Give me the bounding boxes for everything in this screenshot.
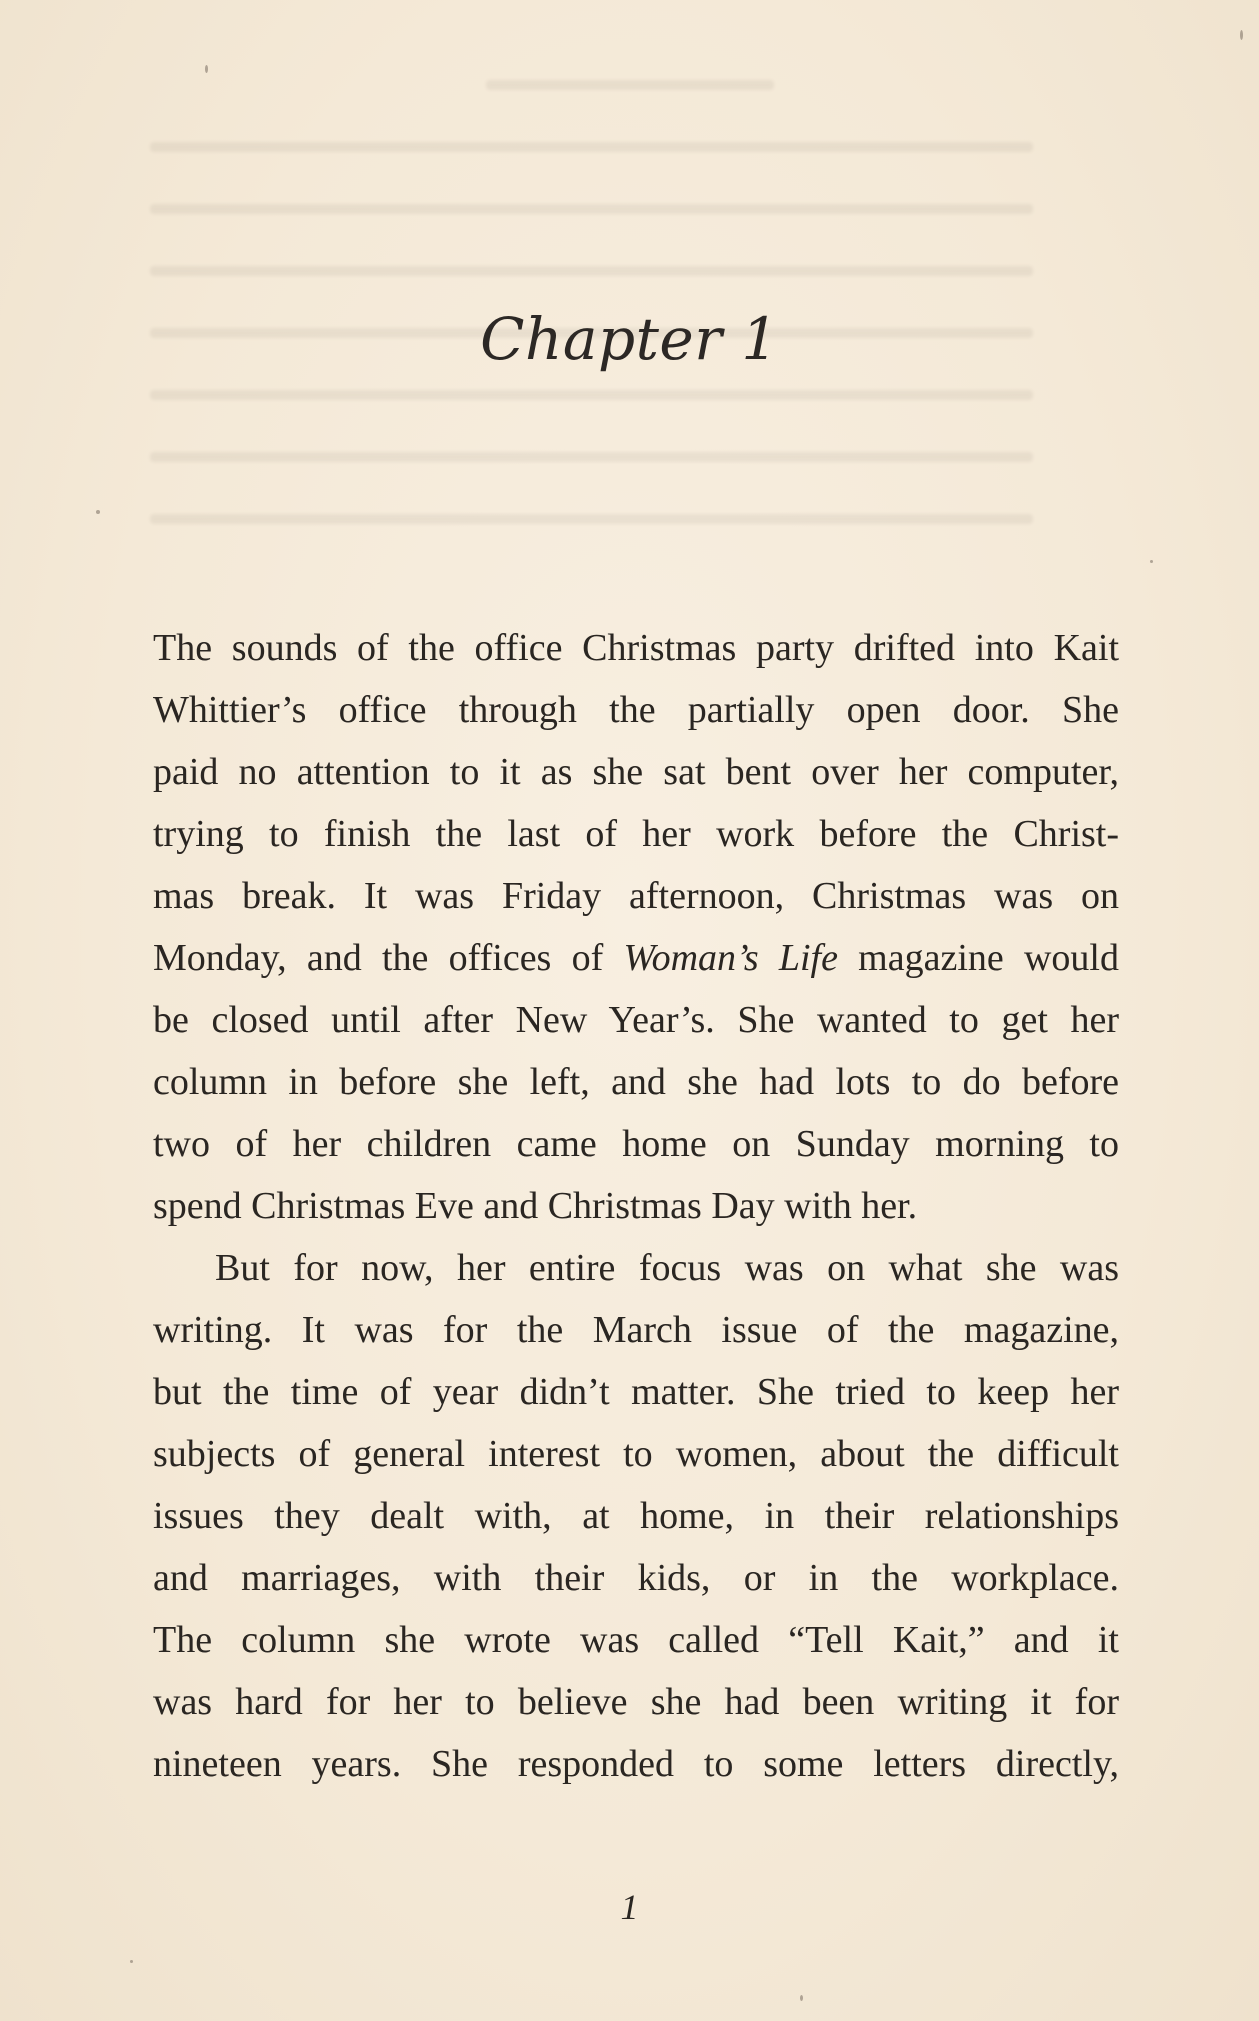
paragraph-1 bbox=[153, 617, 1119, 1237]
text-line: but the time of year didn’t matter. She tried to keep her bbox=[153, 1371, 1119, 1413]
text-line: mas break. It was Friday afternoon, Christmas was on bbox=[153, 875, 1119, 917]
chapter-title: Chapter 1 bbox=[480, 305, 779, 373]
text-line bbox=[153, 927, 1119, 989]
text-run: Monday, and the offices of bbox=[153, 937, 624, 979]
text-line: subjects of general interest to women, about the difficult bbox=[153, 1433, 1119, 1475]
text-line: writing. It was for the March issue of the magazine, bbox=[153, 1309, 1119, 1351]
paper-speck bbox=[800, 1995, 803, 2001]
text-line: paid no attention to it as she sat bent over her computer, bbox=[153, 751, 1119, 793]
text-line: Whittier’s office through the partially open door. She bbox=[153, 689, 1119, 731]
text-line: But for now, her entire focus was on what she was bbox=[215, 1247, 1119, 1289]
chapter-body bbox=[153, 617, 1119, 1795]
text-line: two of her children came home on Sunday morning to bbox=[153, 1123, 1119, 1165]
text-line: trying to finish the last of her work before the Christ- bbox=[153, 813, 1119, 855]
paper-speck bbox=[1240, 30, 1243, 40]
text-line: was hard for her to believe she had been writing it for bbox=[153, 1681, 1119, 1723]
text-line: column in before she left, and she had lots to do before bbox=[153, 1061, 1119, 1103]
text-line: be closed until after New Year’s. She wanted to get her bbox=[153, 999, 1119, 1041]
text-line: nineteen years. She responded to some letters directly, bbox=[153, 1743, 1119, 1785]
text-line: issues they dealt with, at home, in their relationships bbox=[153, 1495, 1119, 1537]
text-line: The column she wrote was called “Tell Kait,” and it bbox=[153, 1619, 1119, 1661]
paper-speck bbox=[1150, 560, 1153, 563]
text-line: and marriages, with their kids, or in the workplace. bbox=[153, 1557, 1119, 1599]
text-line: The sounds of the office Christmas party drifted into Kait bbox=[153, 627, 1119, 669]
text-run: magazine would bbox=[837, 937, 1119, 979]
text-line: spend Christmas Eve and Christmas Day with her. bbox=[153, 1185, 918, 1227]
paper-speck bbox=[96, 510, 100, 514]
magazine-title: Woman’s Life bbox=[623, 937, 838, 979]
paragraph-2 bbox=[153, 1237, 1119, 1795]
page-number: 1 bbox=[620, 1887, 639, 1927]
paper-speck bbox=[130, 1960, 133, 1963]
paper-speck bbox=[205, 65, 208, 73]
